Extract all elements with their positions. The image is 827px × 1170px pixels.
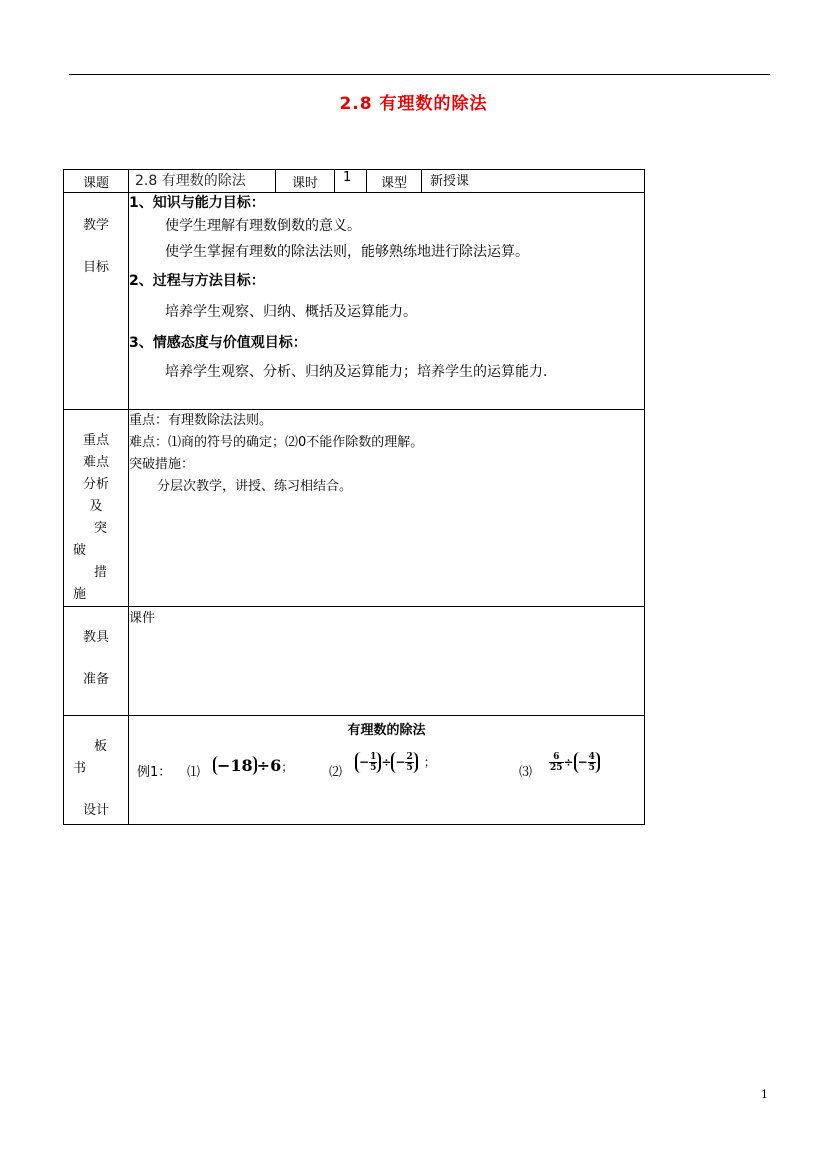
document-title: 2.8 有理数的除法 xyxy=(339,94,488,114)
tools-content: 课件 xyxy=(129,607,645,716)
kp-label-1: 难点 xyxy=(82,455,109,470)
lesson-plan-table xyxy=(63,169,645,825)
expr1-semicolon: ； xyxy=(281,760,294,774)
board-row xyxy=(64,716,645,825)
goals-content xyxy=(129,193,645,410)
expr3-den-b: 5 xyxy=(588,763,595,773)
example-number-3: ⑶ xyxy=(519,765,533,780)
expr3-den-a: 25 xyxy=(550,763,563,773)
expr3-div: ÷ xyxy=(563,755,574,769)
expr2-num-a: 1 xyxy=(370,752,377,762)
label-hours: 课时 xyxy=(276,170,335,193)
tools-label-2: 准备 xyxy=(82,672,109,687)
tools-row xyxy=(64,607,645,716)
goal-text-2: 培养学生观察、归纳、概括及运算能力。 xyxy=(165,304,417,320)
board-content xyxy=(129,716,645,825)
expr3-num-a: 6 xyxy=(549,752,564,763)
board-label xyxy=(64,716,129,825)
goals-label-2: 目标 xyxy=(82,260,109,275)
expr2-den-a: 5 xyxy=(370,763,377,773)
measures-label: 突破措施： xyxy=(129,457,195,472)
example-number-1: ⑴ xyxy=(187,765,201,780)
expression-1 xyxy=(213,756,293,775)
kp-label-3: 及 xyxy=(89,499,103,514)
page-number: 1 xyxy=(761,1088,768,1101)
difficulty: 难点：⑴商的符号的确定；⑵0不能作除数的理解。 xyxy=(129,435,424,450)
header-row xyxy=(64,170,645,193)
goals-label-1: 教学 xyxy=(82,218,109,233)
expression-3 xyxy=(549,752,600,773)
kp-label-0: 重点 xyxy=(82,433,109,448)
goal-heading-1: 1、知识与能力目标： xyxy=(129,195,265,211)
goal-text-1a: 使学生理解有理数倒数的意义。 xyxy=(165,218,361,234)
tools-label xyxy=(64,607,129,716)
key-points-row xyxy=(64,410,645,607)
header-rule xyxy=(69,74,770,75)
measures-text: 分层次教学，讲授、练习相结合。 xyxy=(157,479,353,494)
example-number-2: ⑵ xyxy=(329,765,343,780)
type-value: 新授课 xyxy=(422,170,645,193)
goal-text-3: 培养学生观察、分析、归纳及运算能力；培养学生的运算能力. xyxy=(165,364,548,380)
key-points-content xyxy=(129,410,645,607)
goals-label xyxy=(64,193,129,410)
goals-row xyxy=(64,193,645,410)
kp-label-4: 突 xyxy=(94,521,108,536)
expr1-div: ÷ xyxy=(256,756,271,775)
key-points-label xyxy=(64,410,129,607)
expr1-term-a: −18 xyxy=(213,756,257,775)
expression-2 xyxy=(355,752,436,773)
board-title: 有理数的除法 xyxy=(347,723,426,738)
board-label-1: 板 xyxy=(94,739,108,754)
goal-heading-3: 3、情感态度与价值观目标： xyxy=(129,335,307,351)
expr1-term-b: 6 xyxy=(270,756,282,775)
example-row xyxy=(129,738,644,808)
example-label: 例1： xyxy=(137,765,172,780)
expr2-semicolon: ； xyxy=(423,755,436,769)
hours-value: 1 xyxy=(335,170,367,193)
expr3-num-b: 4 xyxy=(588,752,595,762)
topic-value: 2.8 有理数的除法 xyxy=(129,170,276,193)
kp-label-6: 措 xyxy=(94,565,108,580)
expr2-minus-a: − xyxy=(359,755,370,769)
goal-text-1b: 使学生掌握有理数的除法法则，能够熟练地进行除法运算。 xyxy=(165,244,529,260)
kp-label-7: 施 xyxy=(73,587,87,602)
label-topic: 课题 xyxy=(64,170,129,193)
expr2-minus-b: − xyxy=(395,755,406,769)
expr2-num-b: 2 xyxy=(406,752,413,762)
board-label-2: 书 xyxy=(73,761,87,776)
key-point: 重点：有理数除法法则。 xyxy=(129,413,273,428)
goal-heading-2: 2、过程与方法目标： xyxy=(129,273,265,289)
expr2-div: ÷ xyxy=(381,755,392,769)
kp-label-2: 分析 xyxy=(82,477,109,492)
expr2-den-b: 5 xyxy=(406,763,413,773)
board-label-3: 设计 xyxy=(82,803,109,818)
expr3-minus: − xyxy=(577,755,588,769)
kp-label-5: 破 xyxy=(73,543,87,558)
tools-label-1: 教具 xyxy=(82,630,109,645)
label-type: 课型 xyxy=(367,170,422,193)
